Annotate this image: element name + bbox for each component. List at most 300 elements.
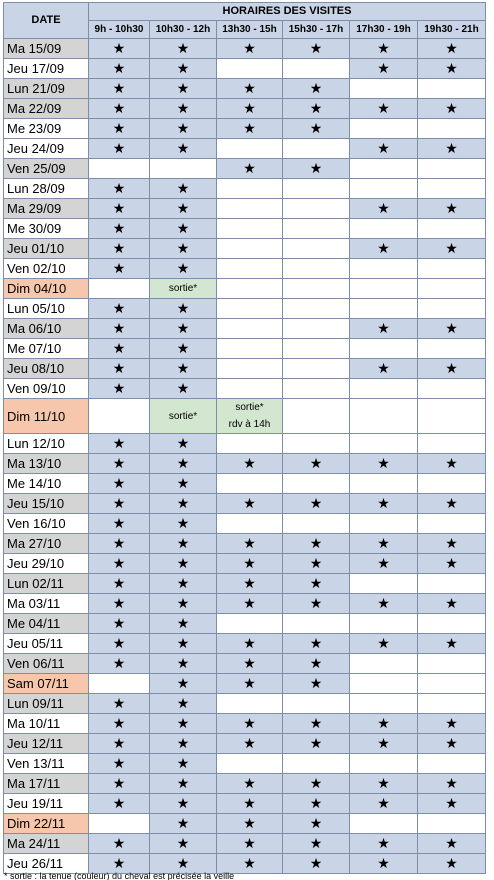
empty-slot xyxy=(217,279,283,299)
star-icon: ★ xyxy=(150,654,217,674)
table-row xyxy=(4,159,486,179)
table-row xyxy=(4,379,486,399)
star-icon: ★ xyxy=(89,474,150,494)
star-icon: ★ xyxy=(418,594,486,614)
empty-slot xyxy=(350,159,418,179)
table-row xyxy=(4,834,486,854)
star-icon: ★ xyxy=(89,359,150,379)
empty-slot xyxy=(283,754,350,774)
table-row xyxy=(4,219,486,239)
star-icon: ★ xyxy=(89,319,150,339)
table-row xyxy=(4,319,486,339)
date-cell: Me 30/09 xyxy=(4,219,89,239)
date-cell: Ven 09/10 xyxy=(4,379,89,399)
star-icon: ★ xyxy=(150,139,217,159)
star-icon: ★ xyxy=(217,554,283,574)
date-cell: Jeu 17/09 xyxy=(4,59,89,79)
star-icon: ★ xyxy=(89,219,150,239)
visit-schedule-table xyxy=(3,2,486,874)
date-cell: Ma 17/11 xyxy=(4,774,89,794)
table-row xyxy=(4,119,486,139)
table-row xyxy=(4,814,486,834)
star-icon: ★ xyxy=(89,79,150,99)
star-icon: ★ xyxy=(150,79,217,99)
star-icon: ★ xyxy=(283,454,350,474)
star-icon: ★ xyxy=(418,554,486,574)
empty-slot xyxy=(89,674,150,694)
star-icon: ★ xyxy=(89,199,150,219)
star-icon: ★ xyxy=(217,39,283,59)
star-icon: ★ xyxy=(350,139,418,159)
table-row xyxy=(4,434,486,454)
empty-slot xyxy=(418,474,486,494)
star-icon: ★ xyxy=(217,119,283,139)
empty-slot xyxy=(350,299,418,319)
star-icon: ★ xyxy=(150,714,217,734)
sortie-cell xyxy=(150,279,217,299)
table-row xyxy=(4,694,486,714)
table-row xyxy=(4,534,486,554)
star-icon: ★ xyxy=(150,119,217,139)
empty-slot xyxy=(89,814,150,834)
star-icon: ★ xyxy=(150,774,217,794)
empty-slot xyxy=(217,514,283,534)
empty-slot xyxy=(283,379,350,399)
star-icon: ★ xyxy=(89,514,150,534)
table-row xyxy=(4,574,486,594)
star-icon: ★ xyxy=(418,714,486,734)
star-icon: ★ xyxy=(150,179,217,199)
star-icon: ★ xyxy=(217,714,283,734)
star-icon: ★ xyxy=(89,594,150,614)
slot-header-5: 17h30 - 19h xyxy=(350,21,418,39)
star-icon: ★ xyxy=(283,854,350,874)
star-icon: ★ xyxy=(283,714,350,734)
date-cell: Jeu 29/10 xyxy=(4,554,89,574)
date-cell: Ma 29/09 xyxy=(4,199,89,219)
sortie-label: sortie* xyxy=(235,402,264,413)
star-icon: ★ xyxy=(217,794,283,814)
table-row xyxy=(4,39,486,59)
sortie-label: sortie* xyxy=(168,283,198,294)
empty-slot xyxy=(418,694,486,714)
empty-slot xyxy=(418,299,486,319)
star-icon: ★ xyxy=(350,714,418,734)
date-cell: Jeu 12/11 xyxy=(4,734,89,754)
star-icon: ★ xyxy=(150,554,217,574)
empty-slot xyxy=(217,59,283,79)
star-icon: ★ xyxy=(217,634,283,654)
table-row xyxy=(4,299,486,319)
empty-slot xyxy=(350,179,418,199)
table-row xyxy=(4,99,486,119)
slot-header-2: 10h30 - 12h xyxy=(150,21,217,39)
date-cell: Ma 22/09 xyxy=(4,99,89,119)
star-icon: ★ xyxy=(89,794,150,814)
star-icon: ★ xyxy=(350,734,418,754)
star-icon: ★ xyxy=(89,654,150,674)
empty-slot xyxy=(350,574,418,594)
date-cell: Dim 04/10 xyxy=(4,279,89,299)
empty-slot xyxy=(217,179,283,199)
star-icon: ★ xyxy=(89,734,150,754)
table-row xyxy=(4,734,486,754)
date-cell: Jeu 26/11 xyxy=(4,854,89,874)
star-icon: ★ xyxy=(89,59,150,79)
empty-slot xyxy=(217,754,283,774)
star-icon: ★ xyxy=(350,39,418,59)
empty-slot xyxy=(283,259,350,279)
date-cell: Lun 05/10 xyxy=(4,299,89,319)
empty-slot xyxy=(283,179,350,199)
date-cell: Lun 09/11 xyxy=(4,694,89,714)
star-icon: ★ xyxy=(89,99,150,119)
empty-slot xyxy=(418,674,486,694)
table-row xyxy=(4,399,486,434)
star-icon: ★ xyxy=(350,834,418,854)
empty-slot xyxy=(350,399,418,434)
slot-header-1: 9h - 10h30 xyxy=(89,21,150,39)
empty-slot xyxy=(350,79,418,99)
date-cell: Jeu 19/11 xyxy=(4,794,89,814)
star-icon: ★ xyxy=(217,99,283,119)
star-icon: ★ xyxy=(150,259,217,279)
star-icon: ★ xyxy=(150,534,217,554)
empty-slot xyxy=(350,814,418,834)
empty-slot xyxy=(418,339,486,359)
empty-slot xyxy=(350,754,418,774)
star-icon: ★ xyxy=(350,59,418,79)
star-icon: ★ xyxy=(150,454,217,474)
empty-slot xyxy=(283,139,350,159)
star-icon: ★ xyxy=(89,179,150,199)
star-icon: ★ xyxy=(217,654,283,674)
empty-slot xyxy=(283,59,350,79)
star-icon: ★ xyxy=(217,454,283,474)
star-icon: ★ xyxy=(150,199,217,219)
sortie-cell xyxy=(217,399,283,434)
empty-slot xyxy=(418,279,486,299)
star-icon: ★ xyxy=(283,159,350,179)
date-cell: Lun 28/09 xyxy=(4,179,89,199)
date-cell: Me 04/11 xyxy=(4,614,89,634)
empty-slot xyxy=(217,259,283,279)
star-icon: ★ xyxy=(150,674,217,694)
star-icon: ★ xyxy=(418,494,486,514)
empty-slot xyxy=(217,359,283,379)
empty-slot xyxy=(283,399,350,434)
table-row xyxy=(4,339,486,359)
star-icon: ★ xyxy=(89,554,150,574)
empty-slot xyxy=(217,434,283,454)
sortie-label: sortie* xyxy=(168,410,198,422)
empty-slot xyxy=(283,299,350,319)
sortie-cell xyxy=(150,399,217,434)
empty-slot xyxy=(217,474,283,494)
star-icon: ★ xyxy=(89,339,150,359)
empty-slot xyxy=(418,219,486,239)
table-row xyxy=(4,514,486,534)
table-row xyxy=(4,139,486,159)
empty-slot xyxy=(217,694,283,714)
star-icon: ★ xyxy=(418,199,486,219)
star-icon: ★ xyxy=(150,319,217,339)
empty-slot xyxy=(283,219,350,239)
star-icon: ★ xyxy=(283,99,350,119)
date-cell: Dim 11/10 xyxy=(4,399,89,434)
star-icon: ★ xyxy=(283,794,350,814)
empty-slot xyxy=(418,814,486,834)
star-icon: ★ xyxy=(150,794,217,814)
star-icon: ★ xyxy=(283,634,350,654)
star-icon: ★ xyxy=(89,754,150,774)
table-row xyxy=(4,594,486,614)
star-icon: ★ xyxy=(283,79,350,99)
empty-slot xyxy=(418,434,486,454)
star-icon: ★ xyxy=(283,594,350,614)
star-icon: ★ xyxy=(150,339,217,359)
star-icon: ★ xyxy=(283,734,350,754)
star-icon: ★ xyxy=(418,634,486,654)
date-cell: Ma 24/11 xyxy=(4,834,89,854)
date-cell: Jeu 24/09 xyxy=(4,139,89,159)
date-cell: Me 07/10 xyxy=(4,339,89,359)
date-cell: Ma 15/09 xyxy=(4,39,89,59)
empty-slot xyxy=(283,319,350,339)
star-icon: ★ xyxy=(89,299,150,319)
star-icon: ★ xyxy=(150,694,217,714)
empty-slot xyxy=(283,514,350,534)
star-icon: ★ xyxy=(150,574,217,594)
star-icon: ★ xyxy=(150,514,217,534)
star-icon: ★ xyxy=(89,139,150,159)
empty-slot xyxy=(283,239,350,259)
table-row xyxy=(4,774,486,794)
star-icon: ★ xyxy=(418,854,486,874)
empty-slot xyxy=(350,219,418,239)
empty-slot xyxy=(217,239,283,259)
date-cell: Sam 07/11 xyxy=(4,674,89,694)
date-cell: Ma 03/11 xyxy=(4,594,89,614)
star-icon: ★ xyxy=(150,494,217,514)
star-icon: ★ xyxy=(89,259,150,279)
table-row xyxy=(4,474,486,494)
table-row xyxy=(4,614,486,634)
star-icon: ★ xyxy=(418,794,486,814)
star-icon: ★ xyxy=(418,734,486,754)
star-icon: ★ xyxy=(217,79,283,99)
star-icon: ★ xyxy=(89,534,150,554)
star-icon: ★ xyxy=(418,239,486,259)
star-icon: ★ xyxy=(350,319,418,339)
star-icon: ★ xyxy=(418,319,486,339)
empty-slot xyxy=(217,379,283,399)
table-row xyxy=(4,199,486,219)
sortie-note: rdv à 14h xyxy=(228,419,271,430)
star-icon: ★ xyxy=(350,854,418,874)
empty-slot xyxy=(217,219,283,239)
empty-slot xyxy=(217,139,283,159)
date-cell: Jeu 01/10 xyxy=(4,239,89,259)
empty-slot xyxy=(418,514,486,534)
star-icon: ★ xyxy=(150,594,217,614)
table-row xyxy=(4,794,486,814)
table-row xyxy=(4,239,486,259)
empty-slot xyxy=(350,614,418,634)
empty-slot xyxy=(283,359,350,379)
star-icon: ★ xyxy=(150,59,217,79)
date-cell: Jeu 05/11 xyxy=(4,634,89,654)
star-icon: ★ xyxy=(418,39,486,59)
date-cell: Ma 10/11 xyxy=(4,714,89,734)
star-icon: ★ xyxy=(150,634,217,654)
empty-slot xyxy=(150,159,217,179)
date-cell: Ma 13/10 xyxy=(4,454,89,474)
star-icon: ★ xyxy=(418,534,486,554)
star-icon: ★ xyxy=(217,734,283,754)
empty-slot xyxy=(350,434,418,454)
star-icon: ★ xyxy=(350,794,418,814)
star-icon: ★ xyxy=(89,454,150,474)
star-icon: ★ xyxy=(89,614,150,634)
empty-slot xyxy=(350,474,418,494)
star-icon: ★ xyxy=(150,379,217,399)
star-icon: ★ xyxy=(350,359,418,379)
star-icon: ★ xyxy=(89,379,150,399)
empty-slot xyxy=(350,694,418,714)
star-icon: ★ xyxy=(283,774,350,794)
star-icon: ★ xyxy=(89,39,150,59)
empty-slot xyxy=(283,199,350,219)
table-row xyxy=(4,674,486,694)
table-row xyxy=(4,454,486,474)
star-icon: ★ xyxy=(350,594,418,614)
table-row xyxy=(4,654,486,674)
date-cell: Lun 21/09 xyxy=(4,79,89,99)
table-row xyxy=(4,79,486,99)
star-icon: ★ xyxy=(89,854,150,874)
date-cell: Ven 06/11 xyxy=(4,654,89,674)
date-cell: Ven 16/10 xyxy=(4,514,89,534)
star-icon: ★ xyxy=(418,834,486,854)
star-icon: ★ xyxy=(350,199,418,219)
slot-header-3: 13h30 - 15h xyxy=(217,21,283,39)
visiting-hours-header: HORAIRES DES VISITES xyxy=(89,3,486,21)
date-cell: Ma 27/10 xyxy=(4,534,89,554)
star-icon: ★ xyxy=(89,834,150,854)
empty-slot xyxy=(418,614,486,634)
star-icon: ★ xyxy=(418,454,486,474)
empty-slot xyxy=(418,119,486,139)
date-cell: Ven 13/11 xyxy=(4,754,89,774)
table-row xyxy=(4,554,486,574)
star-icon: ★ xyxy=(217,674,283,694)
star-icon: ★ xyxy=(150,239,217,259)
star-icon: ★ xyxy=(217,534,283,554)
empty-slot xyxy=(418,159,486,179)
table-row xyxy=(4,754,486,774)
star-icon: ★ xyxy=(150,614,217,634)
date-cell: Jeu 08/10 xyxy=(4,359,89,379)
star-icon: ★ xyxy=(150,434,217,454)
star-icon: ★ xyxy=(150,854,217,874)
star-icon: ★ xyxy=(89,694,150,714)
empty-slot xyxy=(418,399,486,434)
star-icon: ★ xyxy=(418,774,486,794)
empty-slot xyxy=(89,399,150,434)
date-cell: Lun 02/11 xyxy=(4,574,89,594)
empty-slot xyxy=(350,674,418,694)
star-icon: ★ xyxy=(283,534,350,554)
table-row xyxy=(4,259,486,279)
star-icon: ★ xyxy=(418,359,486,379)
star-icon: ★ xyxy=(350,774,418,794)
star-icon: ★ xyxy=(150,219,217,239)
star-icon: ★ xyxy=(217,159,283,179)
empty-slot xyxy=(217,339,283,359)
empty-slot xyxy=(217,319,283,339)
empty-slot xyxy=(217,299,283,319)
empty-slot xyxy=(350,279,418,299)
star-icon: ★ xyxy=(89,634,150,654)
date-cell: Ven 25/09 xyxy=(4,159,89,179)
empty-slot xyxy=(89,279,150,299)
table-row xyxy=(4,279,486,299)
empty-slot xyxy=(283,279,350,299)
star-icon: ★ xyxy=(89,239,150,259)
table-row xyxy=(4,59,486,79)
slot-header-4: 15h30 - 17h xyxy=(283,21,350,39)
empty-slot xyxy=(350,119,418,139)
star-icon: ★ xyxy=(89,774,150,794)
empty-slot xyxy=(89,159,150,179)
star-icon: ★ xyxy=(150,99,217,119)
date-cell: Ven 02/10 xyxy=(4,259,89,279)
star-icon: ★ xyxy=(350,99,418,119)
empty-slot xyxy=(418,754,486,774)
star-icon: ★ xyxy=(217,834,283,854)
star-icon: ★ xyxy=(89,494,150,514)
empty-slot xyxy=(350,379,418,399)
empty-slot xyxy=(217,199,283,219)
empty-slot xyxy=(350,654,418,674)
empty-slot xyxy=(418,574,486,594)
star-icon: ★ xyxy=(350,634,418,654)
empty-slot xyxy=(418,179,486,199)
table-row xyxy=(4,714,486,734)
star-icon: ★ xyxy=(350,534,418,554)
star-icon: ★ xyxy=(217,574,283,594)
slot-header-6: 19h30 - 21h xyxy=(418,21,486,39)
star-icon: ★ xyxy=(150,814,217,834)
star-icon: ★ xyxy=(217,494,283,514)
table-row xyxy=(4,359,486,379)
date-column-header: DATE xyxy=(4,3,89,39)
star-icon: ★ xyxy=(283,39,350,59)
star-icon: ★ xyxy=(350,554,418,574)
star-icon: ★ xyxy=(350,494,418,514)
star-icon: ★ xyxy=(283,814,350,834)
star-icon: ★ xyxy=(150,359,217,379)
empty-slot xyxy=(217,614,283,634)
star-icon: ★ xyxy=(418,99,486,119)
empty-slot xyxy=(418,654,486,674)
table-row xyxy=(4,634,486,654)
empty-slot xyxy=(350,259,418,279)
star-icon: ★ xyxy=(150,299,217,319)
table-row xyxy=(4,494,486,514)
date-cell: Jeu 15/10 xyxy=(4,494,89,514)
